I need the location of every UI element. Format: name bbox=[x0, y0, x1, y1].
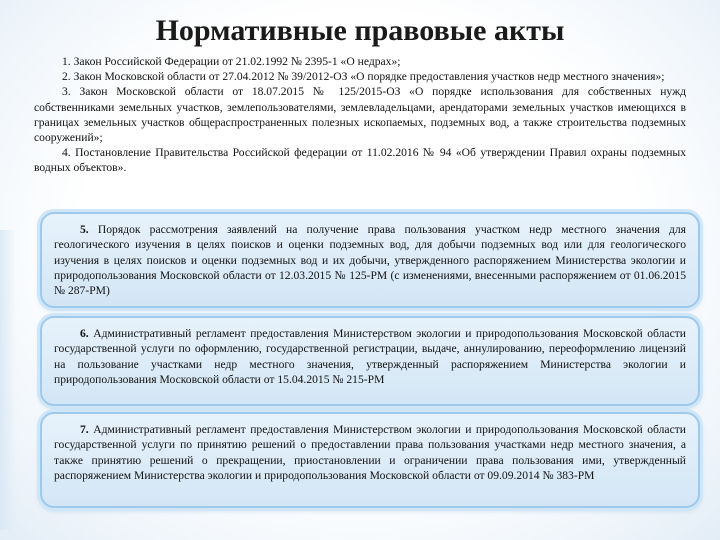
legal-act-item-4: 4. Постановление Правительства Российской федерации от 11.02.2016 № 94 «Об утверждении Правил охраны подземных водных объектов». bbox=[34, 146, 686, 175]
box-number: 5. bbox=[80, 223, 89, 236]
legal-act-box-7 bbox=[40, 412, 700, 508]
legal-act-item-1: 1. Закон Российской Федерации от 21.02.1992 № 2395-1 «О недрах»; bbox=[62, 55, 401, 68]
page-title: Нормативные правовые акты bbox=[155, 14, 565, 47]
box-number: 7. bbox=[80, 423, 89, 436]
legal-act-box-6 bbox=[40, 316, 700, 406]
legal-act-box-5 bbox=[40, 212, 700, 308]
legal-act-item-2: 2. Закон Московской области от 27.04.2012 № 39/2012-ОЗ «О порядке предоставления участков недр местного значения»; bbox=[62, 70, 665, 84]
legal-acts-list bbox=[34, 54, 686, 176]
legal-act-item-3: 3. Закон Московской области от 18.07.2015 № 125/2015-ОЗ «О порядке использования для собственных нужд собственниками земельных участков, землепользователями, землевладельцами, арендаторами земельных участков имеющихся в границах земельных участков общераспространенных полезных ископаемых, подземных вод, а также строительства подземных сооружений»; bbox=[34, 85, 686, 145]
box-number: 6. bbox=[80, 327, 89, 340]
box-text: Административный регламент предоставления Министерством экологии и природопользования Московской области государственной услуги по оформлению, государственной регистрации, выдаче, аннулированию, переоформлению лицензий на пользование участками недр местного значения, утвержденный распоряжением Министерства экологии и природопользования Московской области от 15.04.2015 № 215-РМ bbox=[54, 327, 686, 386]
box-text: Порядок рассмотрения заявлений на получение права пользования участком недр местного значения для геологического изучения в целях поисков и оценки подземных вод, для добычи подземных вод или для геологического изучения в целях поисков и оценки подземных вод и их добычи, утвержденного распоряжением Министерства экологии и природопользования Московской области от 12.03.2015 № 125-РМ (с изменениями, внесенными распоряжением от 01.06.2015 № 287-РМ) bbox=[54, 223, 686, 298]
decorative-side-gradient bbox=[0, 230, 16, 530]
box-text: Административный регламент предоставления Министерством экологии и природопользования Московской области государственной услуги по принятию решений о предоставлении права пользования участками недр местного значения, а также принятию решений о прекращении, приостановлении и ограничении права пользования ими, утвержденный распоряжением Министерства экологии и природопользования Московской области от 09.09.2014 № 383-РМ bbox=[54, 423, 686, 482]
